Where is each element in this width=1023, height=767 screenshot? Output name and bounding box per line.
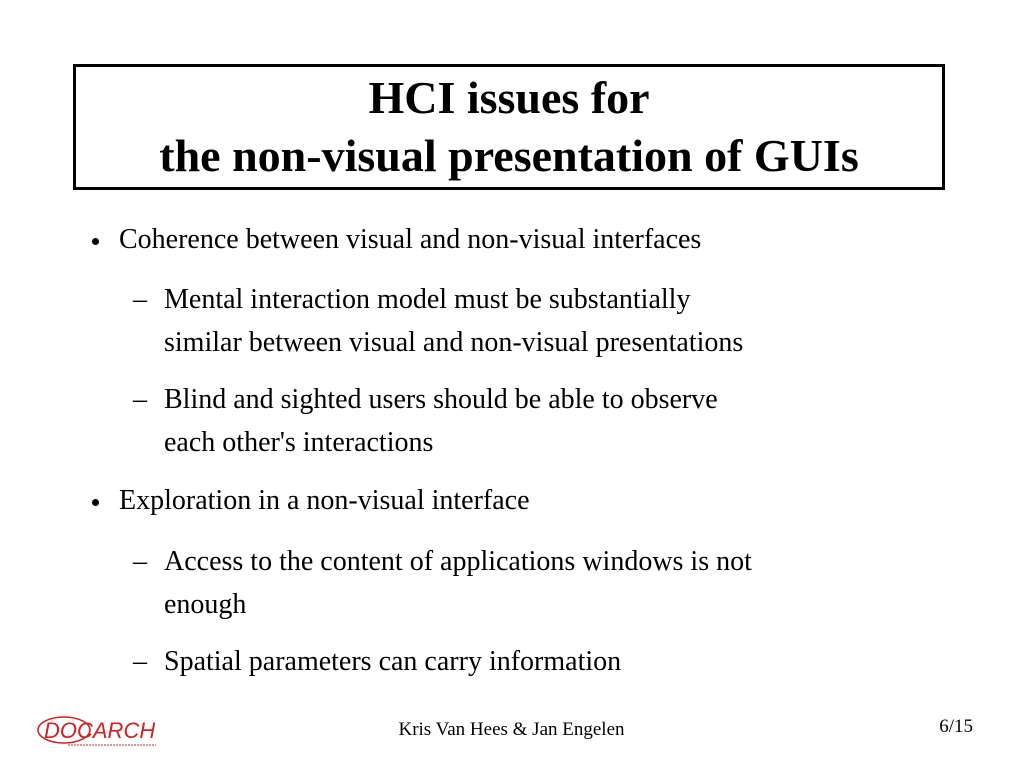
sub-bullet-line: Mental interaction model must be substantially — [164, 284, 691, 315]
sub-bullet-line: Blind and sighted users should be able to observe — [164, 384, 718, 415]
slide-title-box — [73, 64, 945, 190]
sub-bullet-line: similar between visual and non-visual presentations — [164, 327, 744, 358]
slide-title-line-2: the non-visual presentation of GUIs — [159, 130, 859, 181]
dash-marker-icon: – — [133, 384, 147, 415]
sub-bullet-line: Access to the content of applications windows is not — [164, 546, 752, 577]
sub-bullet-line: each other's interactions — [164, 427, 434, 458]
sub-bullet-line: Spatial parameters can carry information — [164, 646, 622, 677]
dash-marker-icon: – — [133, 646, 147, 677]
page-number: 6/15 — [939, 716, 973, 737]
dash-marker-icon: – — [133, 284, 147, 315]
dash-marker-icon: – — [133, 546, 147, 577]
bullet-text: Exploration in a non-visual interface — [119, 485, 530, 516]
sub-bullet-line: enough — [164, 589, 247, 620]
bullet-text: Coherence between visual and non-visual interfaces — [119, 224, 702, 255]
logo-wordmark: DOCARCH — [44, 718, 156, 743]
slide-title-line-1: HCI issues for — [368, 72, 650, 123]
footer-authors: Kris Van Hees & Jan Engelen — [398, 719, 625, 740]
